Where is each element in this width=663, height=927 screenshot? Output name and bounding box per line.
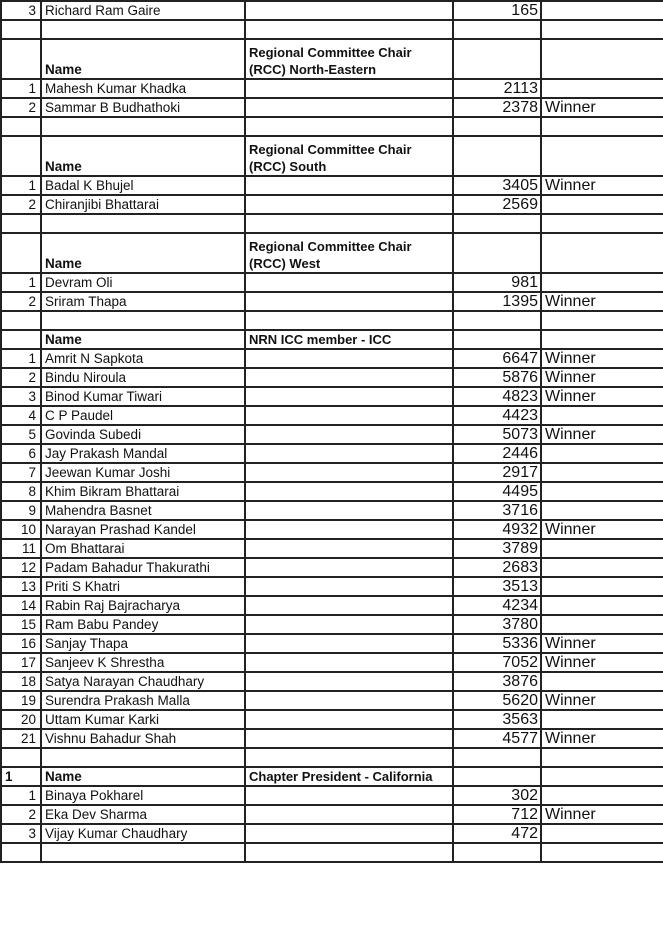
blank-row bbox=[1, 748, 663, 767]
empty-cell bbox=[41, 311, 245, 330]
table-row bbox=[1, 615, 663, 634]
row-number: 3 bbox=[1, 1, 41, 20]
empty-cell bbox=[453, 39, 541, 79]
empty-cell bbox=[245, 444, 453, 463]
vote-count: 2917 bbox=[453, 463, 541, 482]
candidate-name: Om Bhattarai bbox=[41, 539, 245, 558]
result-cell bbox=[541, 539, 663, 558]
section-header-row bbox=[1, 39, 663, 79]
result-cell: Winner bbox=[541, 729, 663, 748]
name-column-header: Name bbox=[41, 330, 245, 349]
empty-cell bbox=[245, 292, 453, 311]
empty-cell bbox=[1, 214, 41, 233]
table-row bbox=[1, 805, 663, 824]
blank-row bbox=[1, 117, 663, 136]
empty-cell bbox=[245, 98, 453, 117]
empty-cell bbox=[245, 558, 453, 577]
row-number: 11 bbox=[1, 539, 41, 558]
vote-count: 2113 bbox=[453, 79, 541, 98]
candidate-name: Narayan Prashad Kandel bbox=[41, 520, 245, 539]
vote-count: 1395 bbox=[453, 292, 541, 311]
candidate-name: Bindu Niroula bbox=[41, 368, 245, 387]
result-cell bbox=[541, 501, 663, 520]
candidate-name: Sanjay Thapa bbox=[41, 634, 245, 653]
result-cell: Winner bbox=[541, 368, 663, 387]
result-cell: Winner bbox=[541, 634, 663, 653]
row-number: 13 bbox=[1, 577, 41, 596]
table-row bbox=[1, 349, 663, 368]
candidate-name: Jay Prakash Mandal bbox=[41, 444, 245, 463]
empty-cell bbox=[541, 330, 663, 349]
empty-cell bbox=[245, 311, 453, 330]
candidate-name: Devram Oli bbox=[41, 273, 245, 292]
empty-cell bbox=[541, 843, 663, 862]
result-cell bbox=[541, 558, 663, 577]
empty-cell bbox=[41, 214, 245, 233]
result-cell: Winner bbox=[541, 653, 663, 672]
empty-cell bbox=[245, 634, 453, 653]
row-number: 1 bbox=[1, 273, 41, 292]
table-row bbox=[1, 273, 663, 292]
result-cell bbox=[541, 824, 663, 843]
row-number: 1 bbox=[1, 349, 41, 368]
position-title: Chapter President - California bbox=[245, 767, 453, 786]
vote-count: 302 bbox=[453, 786, 541, 805]
table-row bbox=[1, 368, 663, 387]
row-number: 2 bbox=[1, 98, 41, 117]
empty-cell bbox=[1, 311, 41, 330]
empty-cell bbox=[453, 136, 541, 176]
candidate-name: Eka Dev Sharma bbox=[41, 805, 245, 824]
table-row bbox=[1, 653, 663, 672]
table-row bbox=[1, 596, 663, 615]
candidate-name: Khim Bikram Bhattarai bbox=[41, 482, 245, 501]
candidate-name: Ram Babu Pandey bbox=[41, 615, 245, 634]
candidate-name: Mahesh Kumar Khadka bbox=[41, 79, 245, 98]
row-number: 2 bbox=[1, 805, 41, 824]
vote-count: 6647 bbox=[453, 349, 541, 368]
candidate-name: Padam Bahadur Thakurathi bbox=[41, 558, 245, 577]
empty-cell bbox=[245, 214, 453, 233]
row-number: 16 bbox=[1, 634, 41, 653]
vote-count: 981 bbox=[453, 273, 541, 292]
section-index bbox=[1, 39, 41, 79]
result-cell: Winner bbox=[541, 425, 663, 444]
empty-cell bbox=[245, 805, 453, 824]
empty-cell bbox=[245, 79, 453, 98]
result-cell bbox=[541, 615, 663, 634]
row-number: 1 bbox=[1, 786, 41, 805]
empty-cell bbox=[245, 368, 453, 387]
candidate-name: Jeewan Kumar Joshi bbox=[41, 463, 245, 482]
empty-cell bbox=[245, 824, 453, 843]
empty-cell bbox=[245, 653, 453, 672]
table-row bbox=[1, 79, 663, 98]
candidate-name: Binaya Pokharel bbox=[41, 786, 245, 805]
table-row bbox=[1, 691, 663, 710]
empty-cell bbox=[245, 843, 453, 862]
section-header-row bbox=[1, 233, 663, 273]
section-header-row bbox=[1, 767, 663, 786]
result-cell: Winner bbox=[541, 520, 663, 539]
candidate-name: Satya Narayan Chaudhary bbox=[41, 672, 245, 691]
candidate-name: Richard Ram Gaire bbox=[41, 1, 245, 20]
table-row bbox=[1, 577, 663, 596]
vote-count: 2378 bbox=[453, 98, 541, 117]
empty-cell bbox=[245, 1, 453, 20]
vote-count: 3876 bbox=[453, 672, 541, 691]
empty-cell bbox=[245, 176, 453, 195]
candidate-name: Chiranjibi Bhattarai bbox=[41, 195, 245, 214]
vote-count: 3513 bbox=[453, 577, 541, 596]
vote-count: 712 bbox=[453, 805, 541, 824]
empty-cell bbox=[41, 117, 245, 136]
vote-count: 3789 bbox=[453, 539, 541, 558]
empty-cell bbox=[245, 577, 453, 596]
empty-cell bbox=[245, 482, 453, 501]
empty-cell bbox=[245, 425, 453, 444]
row-number: 8 bbox=[1, 482, 41, 501]
row-number: 10 bbox=[1, 520, 41, 539]
blank-row bbox=[1, 311, 663, 330]
result-cell bbox=[541, 406, 663, 425]
row-number: 7 bbox=[1, 463, 41, 482]
empty-cell bbox=[453, 233, 541, 273]
result-cell: Winner bbox=[541, 98, 663, 117]
candidate-name: Surendra Prakash Malla bbox=[41, 691, 245, 710]
vote-count: 4495 bbox=[453, 482, 541, 501]
result-cell bbox=[541, 1, 663, 20]
vote-count: 2446 bbox=[453, 444, 541, 463]
candidate-name: Govinda Subedi bbox=[41, 425, 245, 444]
empty-cell bbox=[453, 748, 541, 767]
result-cell bbox=[541, 444, 663, 463]
vote-count: 165 bbox=[453, 1, 541, 20]
empty-cell bbox=[541, 20, 663, 39]
row-number: 2 bbox=[1, 195, 41, 214]
result-cell bbox=[541, 273, 663, 292]
empty-cell bbox=[1, 20, 41, 39]
result-cell bbox=[541, 710, 663, 729]
empty-cell bbox=[245, 195, 453, 214]
table-row bbox=[1, 444, 663, 463]
table-row bbox=[1, 482, 663, 501]
table-row bbox=[1, 195, 663, 214]
vote-count: 472 bbox=[453, 824, 541, 843]
empty-cell bbox=[541, 767, 663, 786]
row-number: 12 bbox=[1, 558, 41, 577]
empty-cell bbox=[245, 406, 453, 425]
candidate-name: Vishnu Bahadur Shah bbox=[41, 729, 245, 748]
section-index bbox=[1, 136, 41, 176]
empty-cell bbox=[245, 520, 453, 539]
empty-cell bbox=[453, 214, 541, 233]
candidate-name: Priti S Khatri bbox=[41, 577, 245, 596]
table-row bbox=[1, 501, 663, 520]
empty-cell bbox=[541, 117, 663, 136]
vote-count: 4823 bbox=[453, 387, 541, 406]
empty-cell bbox=[1, 843, 41, 862]
vote-count: 3716 bbox=[453, 501, 541, 520]
row-number: 19 bbox=[1, 691, 41, 710]
empty-cell bbox=[453, 767, 541, 786]
empty-cell bbox=[245, 539, 453, 558]
empty-cell bbox=[453, 843, 541, 862]
row-number: 3 bbox=[1, 387, 41, 406]
empty-cell bbox=[453, 117, 541, 136]
row-number: 6 bbox=[1, 444, 41, 463]
empty-cell bbox=[245, 117, 453, 136]
name-column-header: Name bbox=[41, 39, 245, 79]
section-index bbox=[1, 330, 41, 349]
row-number: 20 bbox=[1, 710, 41, 729]
empty-cell bbox=[245, 615, 453, 634]
blank-row bbox=[1, 214, 663, 233]
result-cell: Winner bbox=[541, 805, 663, 824]
result-cell bbox=[541, 463, 663, 482]
row-number: 18 bbox=[1, 672, 41, 691]
result-cell: Winner bbox=[541, 292, 663, 311]
section-index: 1 bbox=[1, 767, 41, 786]
result-cell: Winner bbox=[541, 387, 663, 406]
table-row bbox=[1, 292, 663, 311]
table-row bbox=[1, 729, 663, 748]
table-row bbox=[1, 710, 663, 729]
empty-cell bbox=[41, 748, 245, 767]
position-title: Regional Committee Chair (RCC) South bbox=[245, 136, 453, 176]
result-cell bbox=[541, 195, 663, 214]
vote-count: 4234 bbox=[453, 596, 541, 615]
vote-count: 5073 bbox=[453, 425, 541, 444]
vote-count: 3780 bbox=[453, 615, 541, 634]
table-row bbox=[1, 539, 663, 558]
section-header-row bbox=[1, 136, 663, 176]
row-number: 5 bbox=[1, 425, 41, 444]
empty-cell bbox=[41, 843, 245, 862]
candidate-name: C P Paudel bbox=[41, 406, 245, 425]
empty-cell bbox=[453, 330, 541, 349]
empty-cell bbox=[1, 748, 41, 767]
row-number: 9 bbox=[1, 501, 41, 520]
empty-cell bbox=[245, 501, 453, 520]
vote-count: 3405 bbox=[453, 176, 541, 195]
result-cell: Winner bbox=[541, 176, 663, 195]
vote-count: 3563 bbox=[453, 710, 541, 729]
empty-cell bbox=[541, 233, 663, 273]
table-row bbox=[1, 558, 663, 577]
row-number: 17 bbox=[1, 653, 41, 672]
empty-cell bbox=[541, 214, 663, 233]
position-title: Regional Committee Chair (RCC) West bbox=[245, 233, 453, 273]
empty-cell bbox=[245, 691, 453, 710]
candidate-name: Sanjeev K Shrestha bbox=[41, 653, 245, 672]
row-number: 2 bbox=[1, 368, 41, 387]
table-row bbox=[1, 520, 663, 539]
table-row bbox=[1, 634, 663, 653]
empty-cell bbox=[245, 349, 453, 368]
empty-cell bbox=[245, 729, 453, 748]
table-row bbox=[1, 406, 663, 425]
table-row bbox=[1, 786, 663, 805]
candidate-name: Badal K Bhujel bbox=[41, 176, 245, 195]
row-number: 21 bbox=[1, 729, 41, 748]
row-number: 4 bbox=[1, 406, 41, 425]
table-row bbox=[1, 463, 663, 482]
empty-cell bbox=[245, 20, 453, 39]
result-cell bbox=[541, 596, 663, 615]
result-cell bbox=[541, 482, 663, 501]
empty-cell bbox=[453, 311, 541, 330]
position-title: NRN ICC member - ICC bbox=[245, 330, 453, 349]
empty-cell bbox=[245, 273, 453, 292]
row-number: 1 bbox=[1, 176, 41, 195]
name-column-header: Name bbox=[41, 233, 245, 273]
row-number: 3 bbox=[1, 824, 41, 843]
vote-count: 4423 bbox=[453, 406, 541, 425]
empty-cell bbox=[245, 710, 453, 729]
table-row bbox=[1, 824, 663, 843]
row-number: 14 bbox=[1, 596, 41, 615]
section-index bbox=[1, 233, 41, 273]
vote-count: 5620 bbox=[453, 691, 541, 710]
empty-cell bbox=[245, 463, 453, 482]
result-cell: Winner bbox=[541, 349, 663, 368]
candidate-name: Binod Kumar Tiwari bbox=[41, 387, 245, 406]
empty-cell bbox=[245, 786, 453, 805]
section-header-row bbox=[1, 330, 663, 349]
empty-cell bbox=[1, 117, 41, 136]
candidate-name: Amrit N Sapkota bbox=[41, 349, 245, 368]
candidate-name: Uttam Kumar Karki bbox=[41, 710, 245, 729]
result-cell bbox=[541, 577, 663, 596]
candidate-name: Mahendra Basnet bbox=[41, 501, 245, 520]
empty-cell bbox=[541, 136, 663, 176]
empty-cell bbox=[245, 748, 453, 767]
vote-count: 4932 bbox=[453, 520, 541, 539]
blank-row bbox=[1, 843, 663, 862]
table-row bbox=[1, 387, 663, 406]
empty-cell bbox=[245, 387, 453, 406]
empty-cell bbox=[541, 39, 663, 79]
candidate-name: Sriram Thapa bbox=[41, 292, 245, 311]
result-cell bbox=[541, 672, 663, 691]
result-cell bbox=[541, 786, 663, 805]
candidate-name: Rabin Raj Bajracharya bbox=[41, 596, 245, 615]
result-cell bbox=[541, 79, 663, 98]
row-number: 15 bbox=[1, 615, 41, 634]
result-cell: Winner bbox=[541, 691, 663, 710]
vote-count: 5876 bbox=[453, 368, 541, 387]
empty-cell bbox=[541, 748, 663, 767]
empty-cell bbox=[453, 20, 541, 39]
vote-count: 2569 bbox=[453, 195, 541, 214]
position-title: Regional Committee Chair (RCC) North-Eastern bbox=[245, 39, 453, 79]
candidate-name: Vijay Kumar Chaudhary bbox=[41, 824, 245, 843]
name-column-header: Name bbox=[41, 767, 245, 786]
table-row bbox=[1, 98, 663, 117]
table-row bbox=[1, 1, 663, 20]
empty-cell bbox=[245, 672, 453, 691]
blank-row bbox=[1, 20, 663, 39]
vote-count: 5336 bbox=[453, 634, 541, 653]
table-row bbox=[1, 425, 663, 444]
vote-count: 4577 bbox=[453, 729, 541, 748]
table-row bbox=[1, 176, 663, 195]
row-number: 2 bbox=[1, 292, 41, 311]
candidate-name: Sammar B Budhathoki bbox=[41, 98, 245, 117]
empty-cell bbox=[245, 596, 453, 615]
empty-cell bbox=[41, 20, 245, 39]
row-number: 1 bbox=[1, 79, 41, 98]
table-row bbox=[1, 672, 663, 691]
name-column-header: Name bbox=[41, 136, 245, 176]
vote-count: 7052 bbox=[453, 653, 541, 672]
empty-cell bbox=[541, 311, 663, 330]
vote-count: 2683 bbox=[453, 558, 541, 577]
